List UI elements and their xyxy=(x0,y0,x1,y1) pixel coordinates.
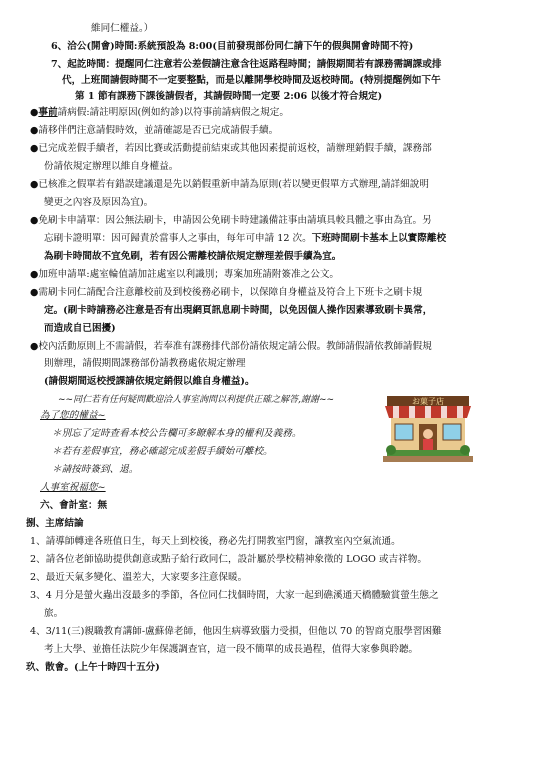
text-line: 維同仁權益。） xyxy=(91,23,154,34)
black-circle-icon: ● xyxy=(30,107,39,118)
rights-heading: 為了您的權益~ xyxy=(40,410,106,421)
personnel-wishes: 人事室祝福您~ xyxy=(40,482,106,493)
bullet-5-cont-1 xyxy=(44,232,446,246)
bullet-8-text: 校內活動原則上不需請假，若奉准有課務排代部份請依規定請公假。教師請假請依教師請假規 xyxy=(38,341,432,352)
bullet-8-cont: 則辦理，請假期間課務部份請教務處依規定辦理 xyxy=(44,358,246,369)
conclusion-5: 4、3/11(三)親職教育講師-盧蘇偉老師，他因生病導致腦力受損，但他以 70 的智商克服學習困難 xyxy=(30,626,442,637)
inquiry-note: ~~同仁若有任何疑問歡迎洽人事室詢問以利提供正確之解答,謝謝~~ xyxy=(58,395,335,405)
bullet-2-text: 請移伴們注意請假時效，並請確認是否已完成請假手續。 xyxy=(38,125,279,136)
bullet-item-4 xyxy=(30,178,429,192)
bullet-item-3 xyxy=(30,142,432,156)
rights-item-2: ＊若有差假事宜，務必確認完成差假手續始可離校。 xyxy=(52,446,273,457)
conclusion-1: 1、請導師轉達各班值日生，每天上到校後，務必先打開教室門窗，讓教室內空氣流通。 xyxy=(30,536,401,547)
bullet-6-text: 加班申請單:處室輪值請加註處室以利識別；專案加班請附簽准之公文。 xyxy=(38,269,340,280)
bullet-7-cont-1: 定。(刷卡時請務必注意是否有出現網頁訊息刷卡時間，以免因個人操作因素導致刷卡異常， xyxy=(44,305,433,316)
conclusion-4: 3、4 月分是螢火蟲出沒最多的季節，各位同仁找個時間，大家一起到礁溪通天橋體驗賞螢生態之 xyxy=(30,590,439,601)
bullet-3-text: 已完成差假手續者，若因比賽或活動提前結束或其他因素提前返校，請辦理銷假手續，課務部 xyxy=(38,143,432,154)
bullet-1-emph: 事前 xyxy=(38,107,58,118)
bullet-1-text: 請病假:請註明原因(例如約診)以符事前請病假之規定。 xyxy=(57,107,289,118)
conclusion-2: 2、請各位老師協助提供創意或點子給行政同仁，設計屬於學校精神象徵的 LOGO 或吉祥物。 xyxy=(30,554,427,565)
rights-item-1: ＊別忘了定時查看本校公告欄可多瞭解本身的權利及義務。 xyxy=(52,428,302,439)
rights-item-3: ＊請按時簽到、退。 xyxy=(52,464,139,475)
bullet-item-6 xyxy=(30,268,339,282)
bullet-5-cont-emph: 下班時間刷卡基本上以實際離校 xyxy=(311,233,447,244)
bullet-4-cont: 變更之內容及原因為宜)。 xyxy=(44,197,154,208)
conclusion-5-cont: 考上大學、並擔任法院少年保護調查官，這一段不簡單的成長過程，值得大家參與聆聽。 xyxy=(44,644,419,655)
black-circle-icon: ● xyxy=(30,269,39,280)
bullet-5-cont-text: 忘刷卡證明單：因可歸責於當事人之事由，每年可申請 12 次。 xyxy=(44,233,312,244)
bullet-3-cont: 份請依規定辦理以維自身權益。 xyxy=(44,161,179,172)
bullet-7-cont-2: 而造成自已困擾) xyxy=(44,323,116,334)
black-circle-icon: ● xyxy=(30,341,39,352)
item-7-text: 提醒同仁注意若公差假請注意含往返路程時間；請假期間若有課務需調課或排 xyxy=(115,59,442,70)
bullet-item-8 xyxy=(30,340,432,354)
section-accounting: 六、會計室：無 xyxy=(40,500,108,511)
bullet-item-1 xyxy=(30,106,289,120)
bullet-4-text: 已核准之假單若有錯誤建議還是先以銷假重新申請為原則(若以變更假單方式辦理,請詳細說明 xyxy=(38,179,429,190)
black-circle-icon: ● xyxy=(30,215,39,226)
conclusion-4-cont: 旅。 xyxy=(44,608,64,619)
bullet-item-5 xyxy=(30,214,432,228)
item-7-label: 7、起訖時間： xyxy=(51,59,116,70)
shop-sign-text: お菓子店 xyxy=(412,397,444,406)
black-circle-icon: ● xyxy=(30,287,39,298)
black-circle-icon: ● xyxy=(30,125,39,136)
item-7-cont-1: 代，上班間請假時間不一定要整點，而是以離開學校時間及返校時間。(特別提醒例如下午 xyxy=(62,75,441,86)
bullet-5-text: 免刷卡申請單：因公無法刷卡，申請因公免刷卡時建議備註事由請填具較具體之事由為宜。另 xyxy=(38,215,432,226)
bullet-item-2 xyxy=(30,124,278,138)
black-circle-icon: ● xyxy=(30,143,39,154)
bullet-8-note: (請假期間返校授課請依規定銷假以維自身權益)。 xyxy=(44,376,255,387)
shop-house-icon xyxy=(383,394,473,466)
conclusion-3: 2、最近天氣多變化、溫差大，大家要多注意保暖。 xyxy=(30,572,248,583)
section-adjourn: 玖、散會。(上午十時四十五分) xyxy=(26,662,160,673)
black-circle-icon: ● xyxy=(30,179,39,190)
bullet-item-7 xyxy=(30,286,422,300)
bullet-5-cont-2: 為刷卡時間故不宜免刷，若有因公需離校請依規定辦理差假手續為宜。 xyxy=(44,251,342,262)
bullet-7-text: 需刷卡同仁請配合注意離校前及到校後務必刷卡，以保障自身權益及符合上下班卡之刷卡規 xyxy=(38,287,423,298)
item-7-line xyxy=(51,58,441,72)
item-7-cont-2: 第 1 節有課務下課後請假者，其請假時間一定要 2:06 以後才符合規定) xyxy=(75,91,383,102)
item-6-line: 6、洽公(開會)時間:系統預設為 8:00(目前發現部份同仁請下午的假與開會時間不符) xyxy=(51,41,414,52)
section-chair-conclusion: 捌、主席結論 xyxy=(26,518,84,529)
